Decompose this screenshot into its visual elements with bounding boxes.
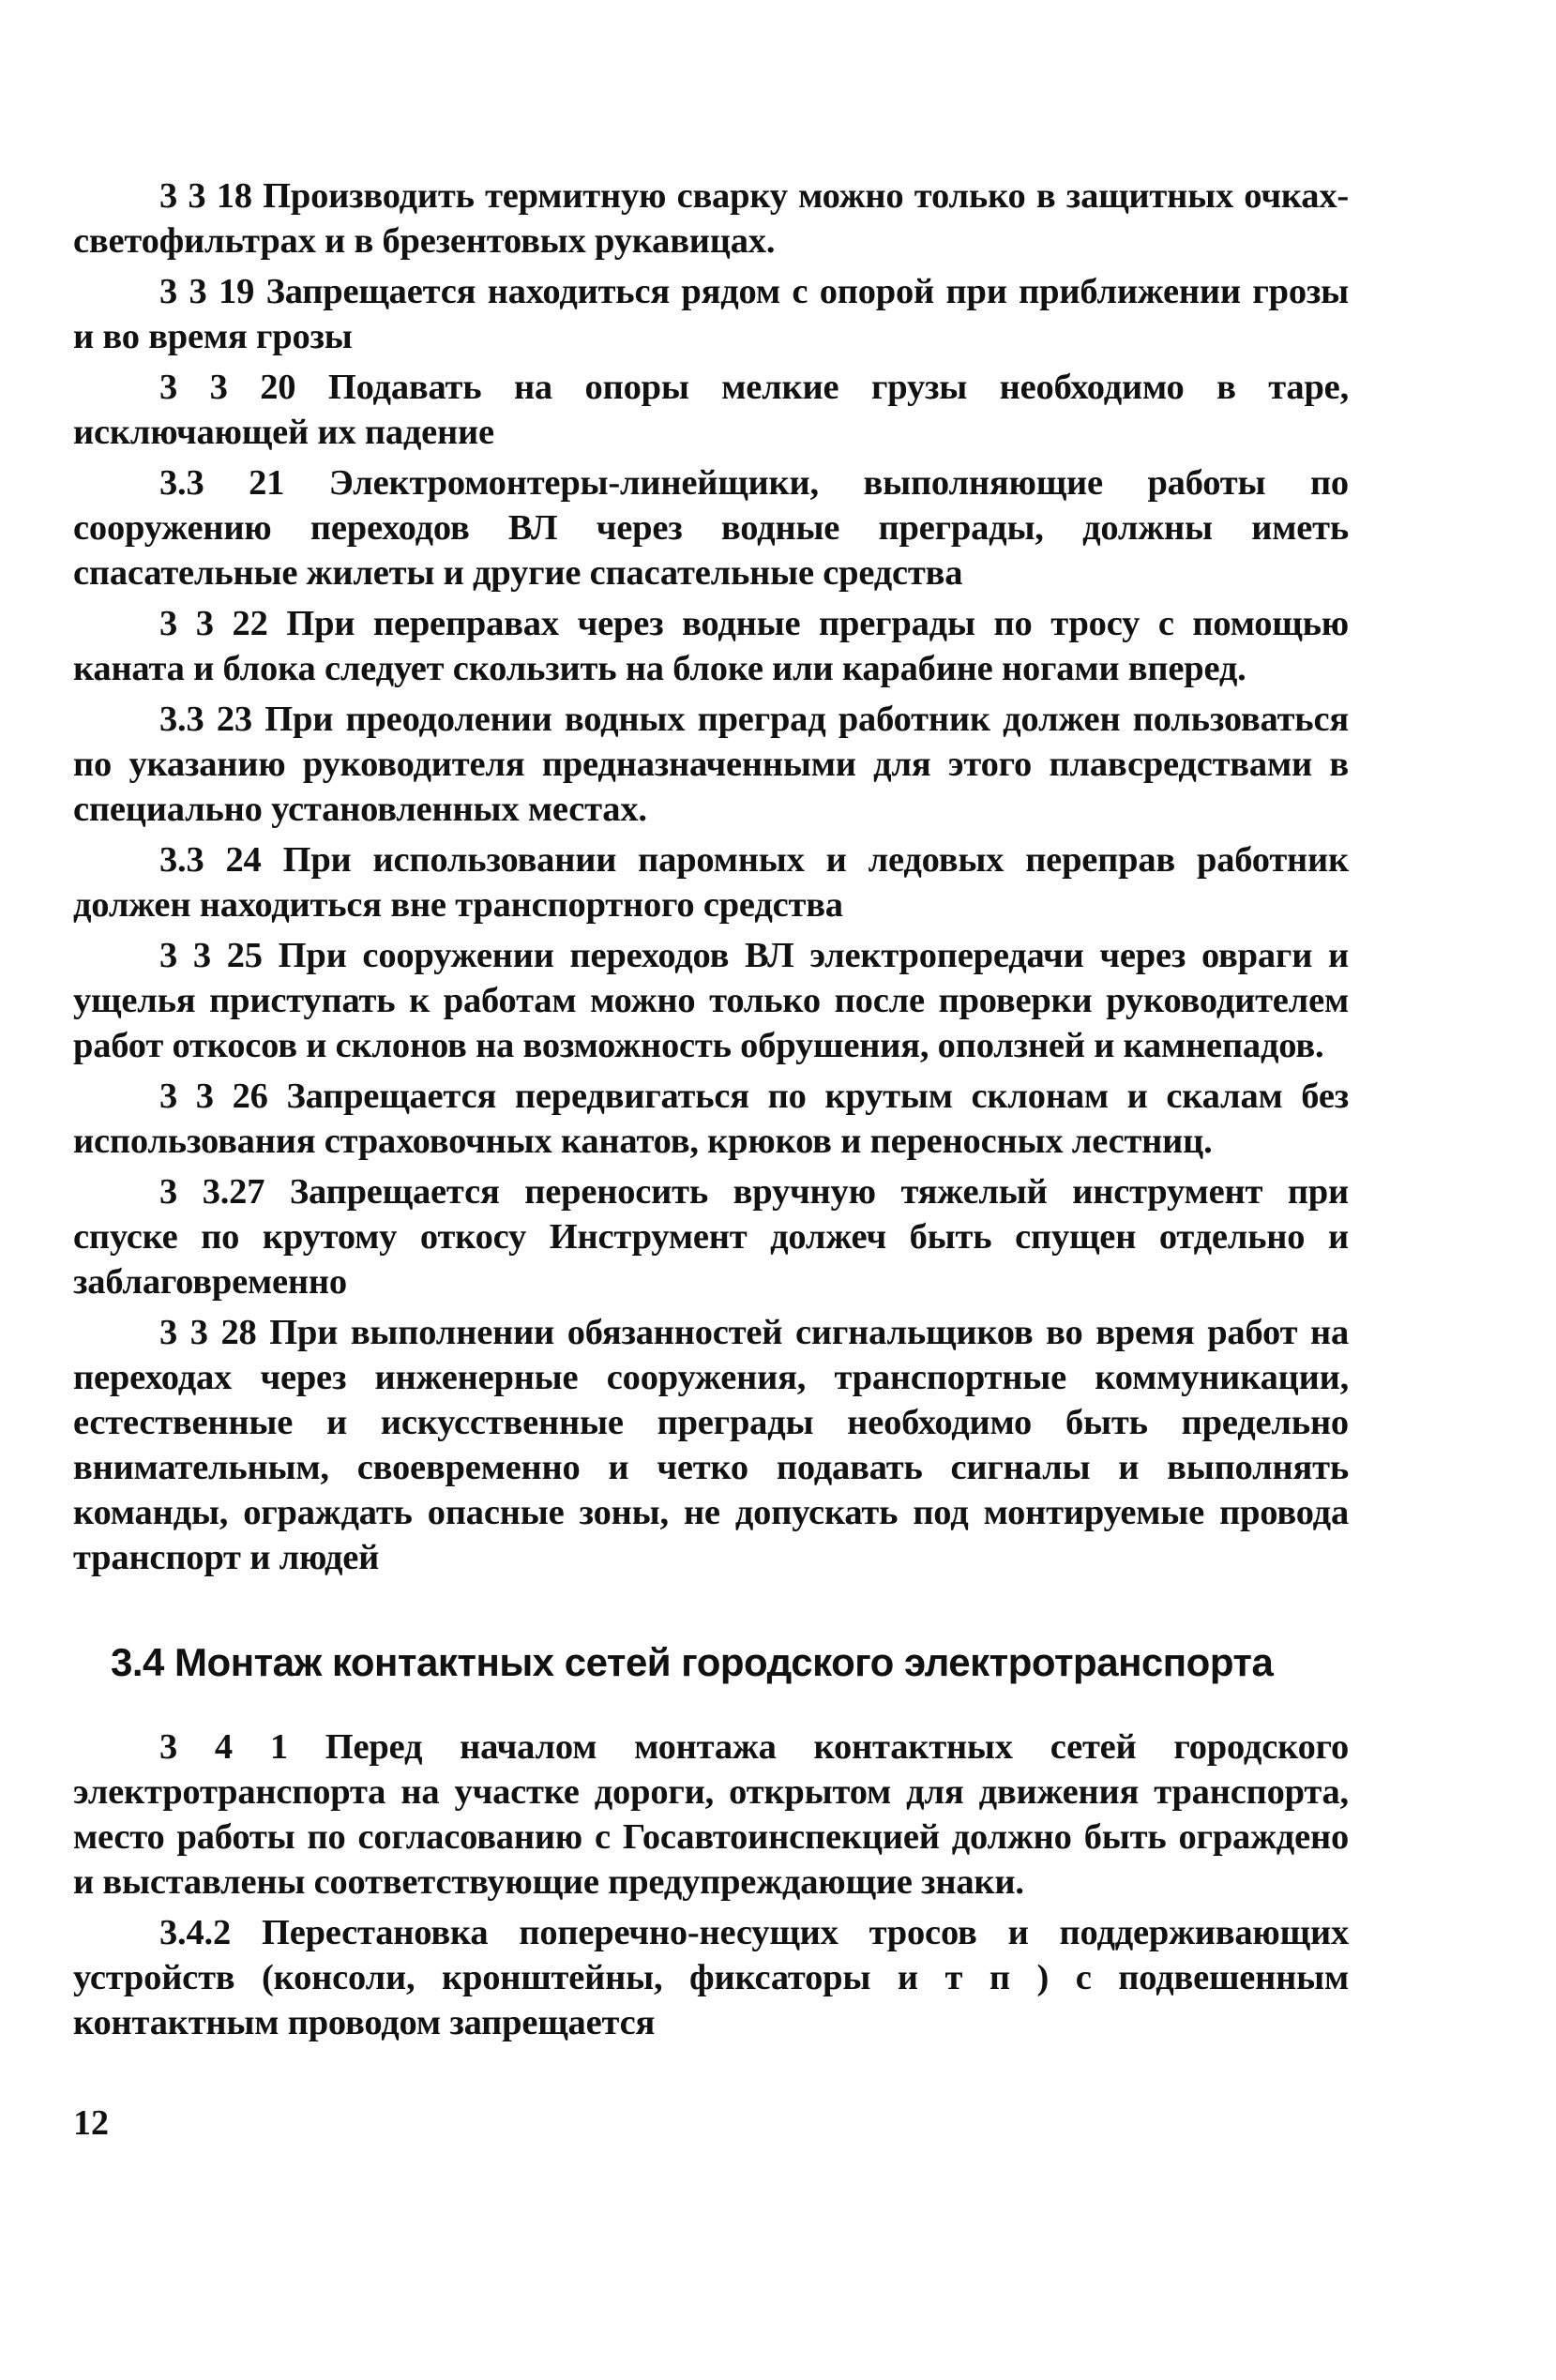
document-page — [73, 173, 1349, 2051]
paragraph-3-3-25: 3 3 25 При сооружении переходов ВЛ электропередачи через овраги и ущелья приступать к работам можно только после проверки руководителем работ откосов и склонов на возможность обрушения, оползней и камнепадов. — [73, 936, 1349, 1065]
paragraph-3-3-27: 3 3.27 Запрещается переносить вручную тяжелый инструмент при спуске по крутому откосу Инструмент должеч быть спущен отдельно и заблаговременно — [73, 1172, 1349, 1302]
paragraph-3-3-28: 3 3 28 При выполнении обязанностей сигнальщиков во время работ на переходах через инженерные сооружения, транспортные коммуникации, естественные и искусственные преграды необходимо быть предельно внимательным, своевременно и четко подавать сигналы и выполнять команды, ограждать опасные зоны, не допускать под монтируемые провода транспорт и людей — [73, 1313, 1349, 1577]
paragraph-3-3-21: 3.3 21 Электромонтеры-линейщики, выполняющие работы по сооружению переходов ВЛ через водные преграды, должны иметь спасательные жилеты и другие спасательные средства — [73, 463, 1349, 593]
paragraph-3-3-19: 3 3 19 Запрещается находиться рядом с опорой при приближении грозы и во время грозы — [73, 272, 1349, 356]
paragraph-3-3-23: 3.3 23 При преодолении водных преград работник должен пользоваться по указанию руководителя предназначенными для этого плавсредствами в специально установленных местах. — [73, 700, 1349, 829]
paragraph-3-4-1: 3 4 1 Перед началом монтажа контактных сетей городского электротранспорта на участке дороги, открытом для движения транспорта, место работы по согласованию с Госавтоинспекцией должно быть ограждено и выставлены соответствующие предупреждающие знаки. — [73, 1727, 1349, 1902]
paragraph-3-4-2: 3.4.2 Перестановка поперечно-несущих тросов и поддерживающих устройств (консоли, кронштейны, фиксаторы и т п ) с подвешенным контактным проводом запрещается — [73, 1913, 1349, 2042]
paragraph-3-3-20: 3 3 20 Подавать на опоры мелкие грузы необходимо в таре, исключающей их падение — [73, 368, 1349, 452]
section-heading: 3.4 Монтаж контактных сетей городского электротранспорта — [111, 1640, 1274, 1684]
paragraph-3-3-26: 3 3 26 Запрещается передвигаться по крутым склонам и скалам без использования страховочных канатов, крюков и переносных лестниц. — [73, 1077, 1349, 1161]
page-number: 12 — [73, 2103, 109, 2143]
paragraph-3-3-24: 3.3 24 При использовании паромных и ледовых переправ работник должен находиться вне транспортного средства — [73, 840, 1349, 925]
paragraph-3-3-18: 3 3 18 Производить термитную сварку можно только в защитных очках-светофильтрах и в брезентовых рукавицах. — [73, 176, 1349, 261]
paragraph-3-3-22: 3 3 22 При переправах через водные преграды по тросу с помощью каната и блока следует скользить на блоке или карабине ногами вперед. — [73, 604, 1349, 688]
